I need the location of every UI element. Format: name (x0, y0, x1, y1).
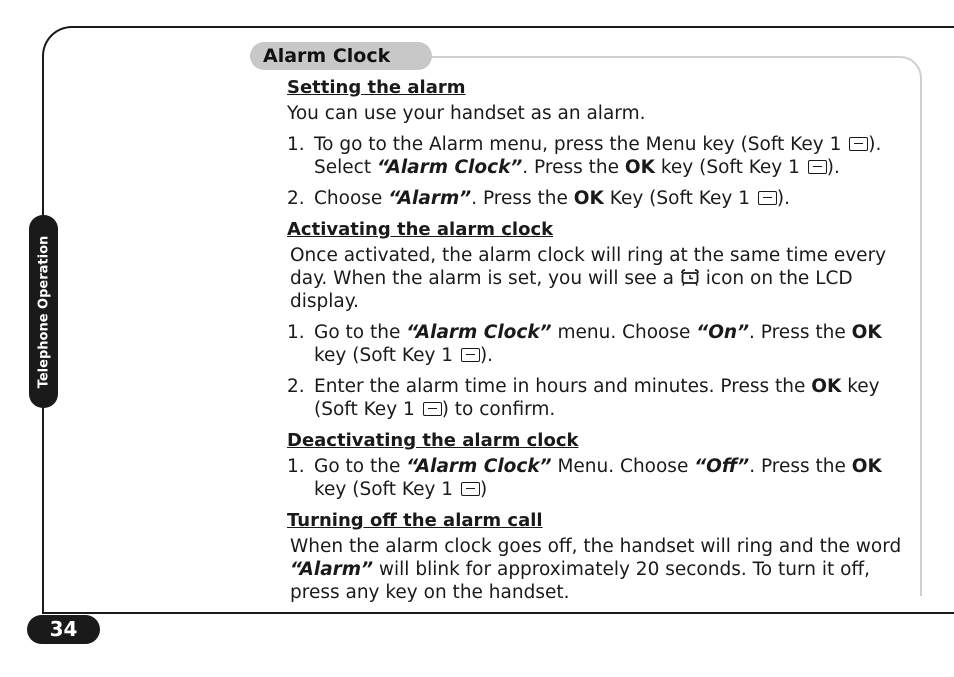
text: . Press the (522, 157, 619, 178)
soft-key-icon (461, 482, 480, 496)
menu-name: “Alarm” (388, 188, 472, 209)
list-number: 1. (287, 322, 305, 343)
page-number: 34 (27, 615, 100, 644)
list-number: 2. (287, 188, 305, 209)
menu-name: “Alarm Clock” (406, 322, 552, 343)
heading-setting-alarm: Setting the alarm (287, 77, 466, 98)
heading-turning-off: Turning off the alarm call (287, 510, 543, 531)
menu-name: “Alarm Clock” (376, 157, 523, 178)
text: icon on the LCD (705, 268, 853, 289)
paragraph-line: display. (290, 291, 359, 312)
soft-key-icon (808, 160, 827, 174)
paragraph-line (290, 558, 870, 581)
list-item (314, 187, 790, 210)
soft-key-icon (461, 348, 480, 362)
list-number: 1. (287, 134, 305, 155)
text: menu. Choose (557, 322, 691, 343)
list-item-cont (314, 398, 555, 421)
text: key (Soft Key 1 (660, 157, 800, 178)
intro-text: You can use your handset as an alarm. (287, 103, 646, 124)
text: Enter the alarm time in hours and minutes. Press the (314, 376, 806, 397)
text: Menu. Choose (557, 456, 689, 477)
text: key (Soft Key 1 (314, 345, 454, 366)
paragraph-line: press any key on the handset. (290, 582, 570, 603)
section-title: Alarm Clock (250, 42, 432, 70)
ok-key-label: OK (624, 157, 655, 178)
text: Go to the (314, 456, 401, 477)
text: ) (479, 479, 488, 500)
text: . Press the (749, 322, 846, 343)
text: key (Soft Key 1 (314, 479, 454, 500)
side-tab (29, 215, 58, 408)
text: ). (776, 188, 790, 209)
text: ). (479, 345, 494, 366)
list-item (314, 133, 881, 156)
list-item-cont (314, 344, 493, 367)
text: To go to the Alarm menu, press the Menu key (Soft Key 1 (314, 134, 842, 155)
paragraph-line: When the alarm clock goes off, the handset will ring and the word (290, 536, 902, 557)
paragraph-line: Once activated, the alarm clock will ring at the same time every (290, 245, 887, 266)
text: ) to confirm. (441, 399, 556, 420)
soft-key-icon (758, 191, 777, 205)
heading-deactivating: Deactivating the alarm clock (287, 430, 579, 451)
text: ). (868, 134, 882, 155)
text: day. When the alarm is set, you will see a (290, 268, 675, 289)
list-item-cont (314, 478, 487, 501)
list-item-cont (314, 156, 840, 179)
soft-key-icon (849, 137, 868, 151)
text: Choose (314, 188, 383, 209)
option-name: “Off” (694, 456, 750, 477)
menu-name: “Alarm Clock” (406, 456, 552, 477)
list-number: 2. (287, 376, 305, 397)
text: ). (826, 157, 840, 178)
side-tab-label: Telephone Operation (36, 235, 51, 388)
soft-key-icon (423, 402, 442, 416)
list-item (314, 455, 882, 478)
list-item (314, 321, 882, 344)
display-word: “Alarm” (290, 559, 373, 580)
text: . Press the (749, 456, 846, 477)
text: Key (Soft Key 1 (609, 188, 750, 209)
ok-key-label: OK (851, 456, 882, 477)
ok-key-label: OK (573, 188, 604, 209)
paragraph-line (290, 267, 853, 290)
text: . Press the (471, 188, 568, 209)
list-number: 1. (287, 456, 305, 477)
ok-key-label: OK (811, 376, 842, 397)
alarm-clock-icon (680, 269, 700, 286)
text: will blink for approximately 20 seconds. To turn it off, (378, 559, 871, 580)
text: (Soft Key 1 (314, 399, 415, 420)
text: Go to the (314, 322, 401, 343)
heading-activating: Activating the alarm clock (287, 219, 554, 240)
ok-key-label: OK (851, 322, 882, 343)
text: Select (314, 157, 372, 178)
list-item (314, 375, 880, 398)
option-name: “On” (696, 322, 750, 343)
text: key (847, 376, 880, 397)
